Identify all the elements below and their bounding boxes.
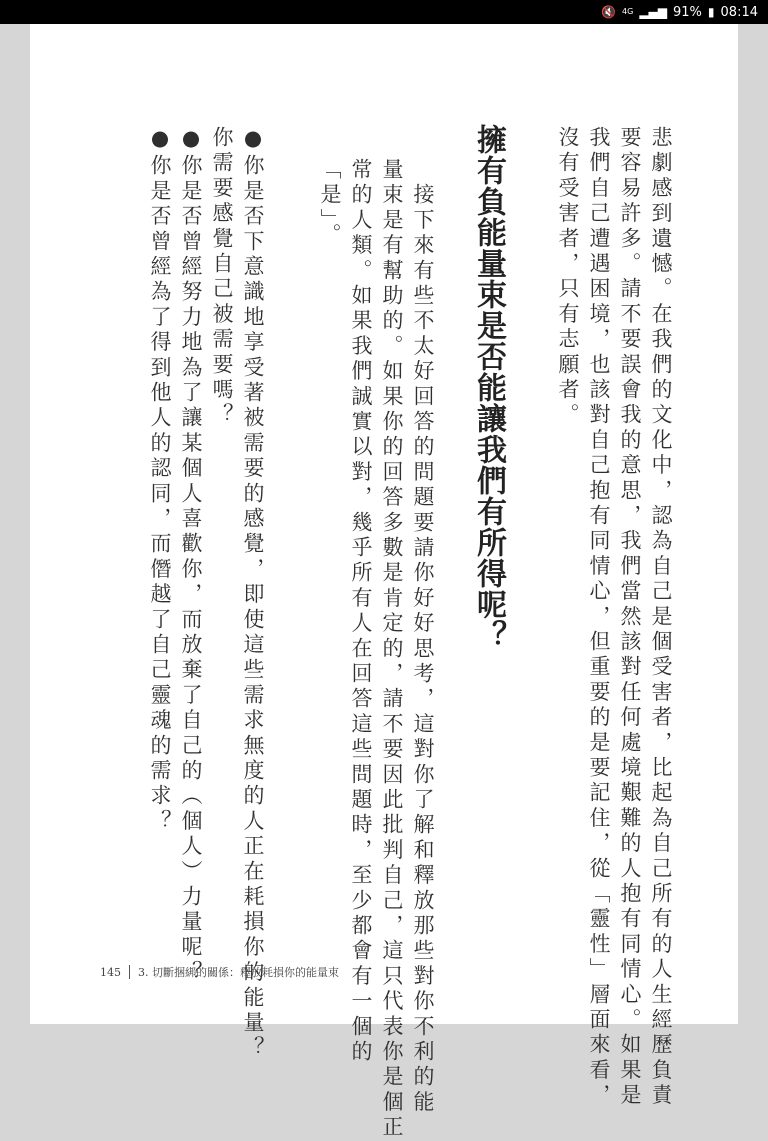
paragraph-1 xyxy=(552,126,676,1109)
battery-icon: ▮ xyxy=(707,5,715,19)
signal-icon: ▂▄▆ xyxy=(639,5,668,19)
clock: 08:14 xyxy=(720,4,758,20)
question-list xyxy=(144,126,268,1061)
mute-icon: 🔇 xyxy=(601,5,617,19)
page-number: 145 xyxy=(100,965,121,979)
paragraph-2-line: 量束是有幫助的。如果你的回答多數是肯定的，請不要因此批判自己，這只代表你是個正 xyxy=(380,158,404,1141)
footer-divider xyxy=(129,965,130,979)
list-item: ●你是否曾經努力地為了讓某個人喜歡你，而放棄了自己的（個人）力量呢？ xyxy=(179,126,203,986)
book-page[interactable] xyxy=(30,24,738,1141)
page-footer xyxy=(100,964,339,980)
list-item-continuation: 你需要感覺自己被需要嗎？ xyxy=(210,126,234,429)
network-type: 4G xyxy=(622,7,634,16)
chapter-title: 3. 切斷捆綁的關係：釋放耗損你的能量束 xyxy=(138,966,339,979)
section-heading: 擁有負能量束是否能讓我們有所得呢？ xyxy=(471,124,506,651)
list-item: ●你是否下意識地享受著被需要的感覺，即使這些需求無度的人正在耗損你的能量？ xyxy=(241,126,265,1062)
paragraph-1-line: 沒有受害者，只有志願者。 xyxy=(556,126,580,429)
list-item: ●你是否曾經為了得到他人的認同，而僭越了自己靈魂的需求？ xyxy=(148,126,172,835)
paragraph-2-line: 接下來有些不太好回答的問題要請你好好思考，這對你了解和釋放那些對你不利的能 xyxy=(411,158,435,1116)
paragraph-2 xyxy=(314,158,438,1141)
status-bar xyxy=(0,0,768,24)
paragraph-2-line: 常的人類。如果我們誠實以對，幾乎所有人在回答這些問題時，至少都會有一個的 xyxy=(349,158,373,1066)
battery-percent: 91% xyxy=(673,4,702,20)
paragraph-1-line: 我們自己遭遇困境，也該對自己抱有同情心，但重要的是要記住，從「靈性」層面來看， xyxy=(587,126,611,1109)
paragraph-1-line: 悲劇感到遺憾。在我們的文化中，認為自己是個受害者，比起為自己所有的人生經歷負責 xyxy=(649,126,673,1109)
paragraph-1-line: 要容易許多。請不要誤會我的意思，我們當然該對任何處境艱難的人抱有同情心。如果是 xyxy=(618,126,642,1109)
paragraph-2-line: 「是」。 xyxy=(318,158,342,249)
